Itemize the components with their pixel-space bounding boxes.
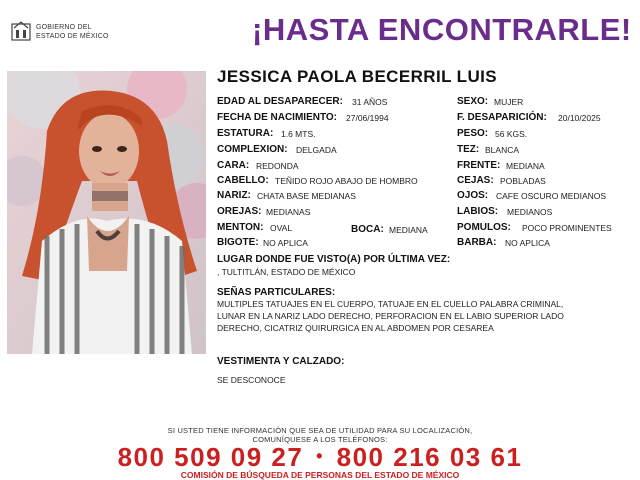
headline: ¡HASTA ENCONTRARLE!	[252, 12, 632, 47]
person-name: JESSICA PAOLA BECERRIL LUIS	[217, 67, 498, 86]
field-value-nariz: CHATA BASE MEDIANAS	[257, 191, 356, 201]
phone-separator: •	[316, 446, 324, 466]
field-label-complexion: COMPLEXION:	[217, 144, 288, 155]
field-value-estatura: 1.6 MTS.	[281, 129, 316, 139]
field-label-frente: FRENTE:	[457, 160, 501, 171]
senas-text	[217, 298, 612, 334]
field-value-boca: MEDIANA	[389, 225, 428, 235]
field-value-pomulos: POCO PROMINENTES	[522, 223, 612, 233]
field-value-fecha-nacimiento: 27/06/1994	[346, 113, 389, 123]
vestimenta-value: SE DESCONOCE	[217, 375, 286, 385]
field-label-fecha-nacimiento: FECHA DE NACIMIENTO:	[217, 112, 337, 123]
state-seal-icon	[10, 20, 32, 42]
field-label-pomulos: POMULOS:	[457, 222, 511, 233]
field-label-tez: TEZ:	[457, 144, 480, 155]
phone-number-1[interactable]: 800 509 09 27	[117, 442, 304, 472]
field-value-sexo: MUJER	[494, 97, 524, 107]
field-label-cejas: CEJAS:	[457, 175, 494, 186]
field-value-menton: OVAL	[270, 223, 293, 233]
commission-name: COMISIÓN DE BÚSQUEDA DE PERSONAS DEL ESTADO DE MÉXICO	[180, 470, 460, 480]
government-logo	[10, 18, 120, 48]
phone-numbers	[0, 442, 640, 473]
phone-number-2[interactable]: 800 216 03 61	[336, 442, 523, 472]
field-label-orejas: OREJAS:	[217, 206, 262, 217]
field-label-boca: BOCA:	[351, 224, 384, 235]
field-label-f-desaparicion: F. DESAPARICIÓN:	[457, 112, 547, 123]
field-label-peso: PESO:	[457, 128, 489, 139]
field-value-f-desaparicion: 20/10/2025	[558, 113, 601, 123]
field-value-barba: NO APLICA	[505, 238, 550, 248]
field-value-frente: MEDIANA	[506, 161, 545, 171]
footer-info-line2: COMUNÍQUESE A LOS TELÉFONOS:	[252, 435, 388, 444]
field-value-labios: MEDIANOS	[507, 207, 553, 217]
senas-line: MULTIPLES TATUAJES EN EL CUERPO, TATUAJE EN EL CUELLO PALABRA CRIMINAL,	[217, 299, 564, 309]
field-label-estatura: ESTATURA:	[217, 128, 274, 139]
field-label-cabello: CABELLO:	[217, 175, 269, 186]
field-label-edad: EDAD AL DESAPARECER:	[217, 96, 343, 107]
last-seen-label: LUGAR DONDE FUE VISTO(A) POR ÚLTIMA VEZ:	[217, 254, 451, 265]
field-label-cara: CARA:	[217, 160, 250, 171]
field-label-ojos: OJOS:	[457, 190, 489, 201]
field-value-cabello: TEÑIDO ROJO ABAJO DE HOMBRO	[275, 176, 418, 186]
vestimenta-label: VESTIMENTA Y CALZADO:	[217, 356, 345, 367]
field-value-bigote: NO APLICA	[263, 238, 308, 248]
field-label-menton: MENTON:	[217, 222, 264, 233]
field-value-complexion: DELGADA	[296, 145, 337, 155]
field-value-edad: 31 AÑOS	[352, 97, 388, 107]
senas-line: LUNAR EN LA NARIZ LADO DERECHO, PERFORACION EN EL LABIO SUPERIOR LADO	[217, 311, 564, 321]
field-label-bigote: BIGOTE:	[217, 237, 259, 248]
field-value-peso: 56 KGS.	[495, 129, 528, 139]
field-value-tez: BLANCA	[485, 145, 520, 155]
logo-text-line1: GOBIERNO DEL	[36, 24, 92, 31]
logo-text-line2: ESTADO DE MÉXICO	[36, 33, 109, 40]
field-label-nariz: NARIZ:	[217, 190, 251, 201]
field-value-cejas: POBLADAS	[500, 176, 546, 186]
field-label-labios: LABIOS:	[457, 206, 499, 217]
field-label-barba: BARBA:	[457, 237, 497, 248]
footer-info-line1: SI USTED TIENE INFORMACIÓN QUE SEA DE UTILIDAD PARA SU LOCALIZACIÓN,	[167, 426, 473, 435]
field-value-orejas: MEDIANAS	[266, 207, 311, 217]
senas-label: SEÑAS PARTICULARES:	[217, 287, 336, 298]
last-seen-value: , TULTITLÁN, ESTADO DE MÉXICO	[217, 267, 356, 277]
field-value-cara: REDONDA	[256, 161, 299, 171]
portrait-illustration	[7, 71, 206, 354]
field-label-sexo: SEXO:	[457, 96, 489, 107]
missing-person-photo	[7, 71, 206, 354]
senas-line: DERECHO, CICATRIZ QUIRURGICA EN AL ABDOMEN POR CESAREA	[217, 323, 494, 333]
field-value-ojos: CAFE OSCURO MEDIANOS	[496, 191, 607, 201]
